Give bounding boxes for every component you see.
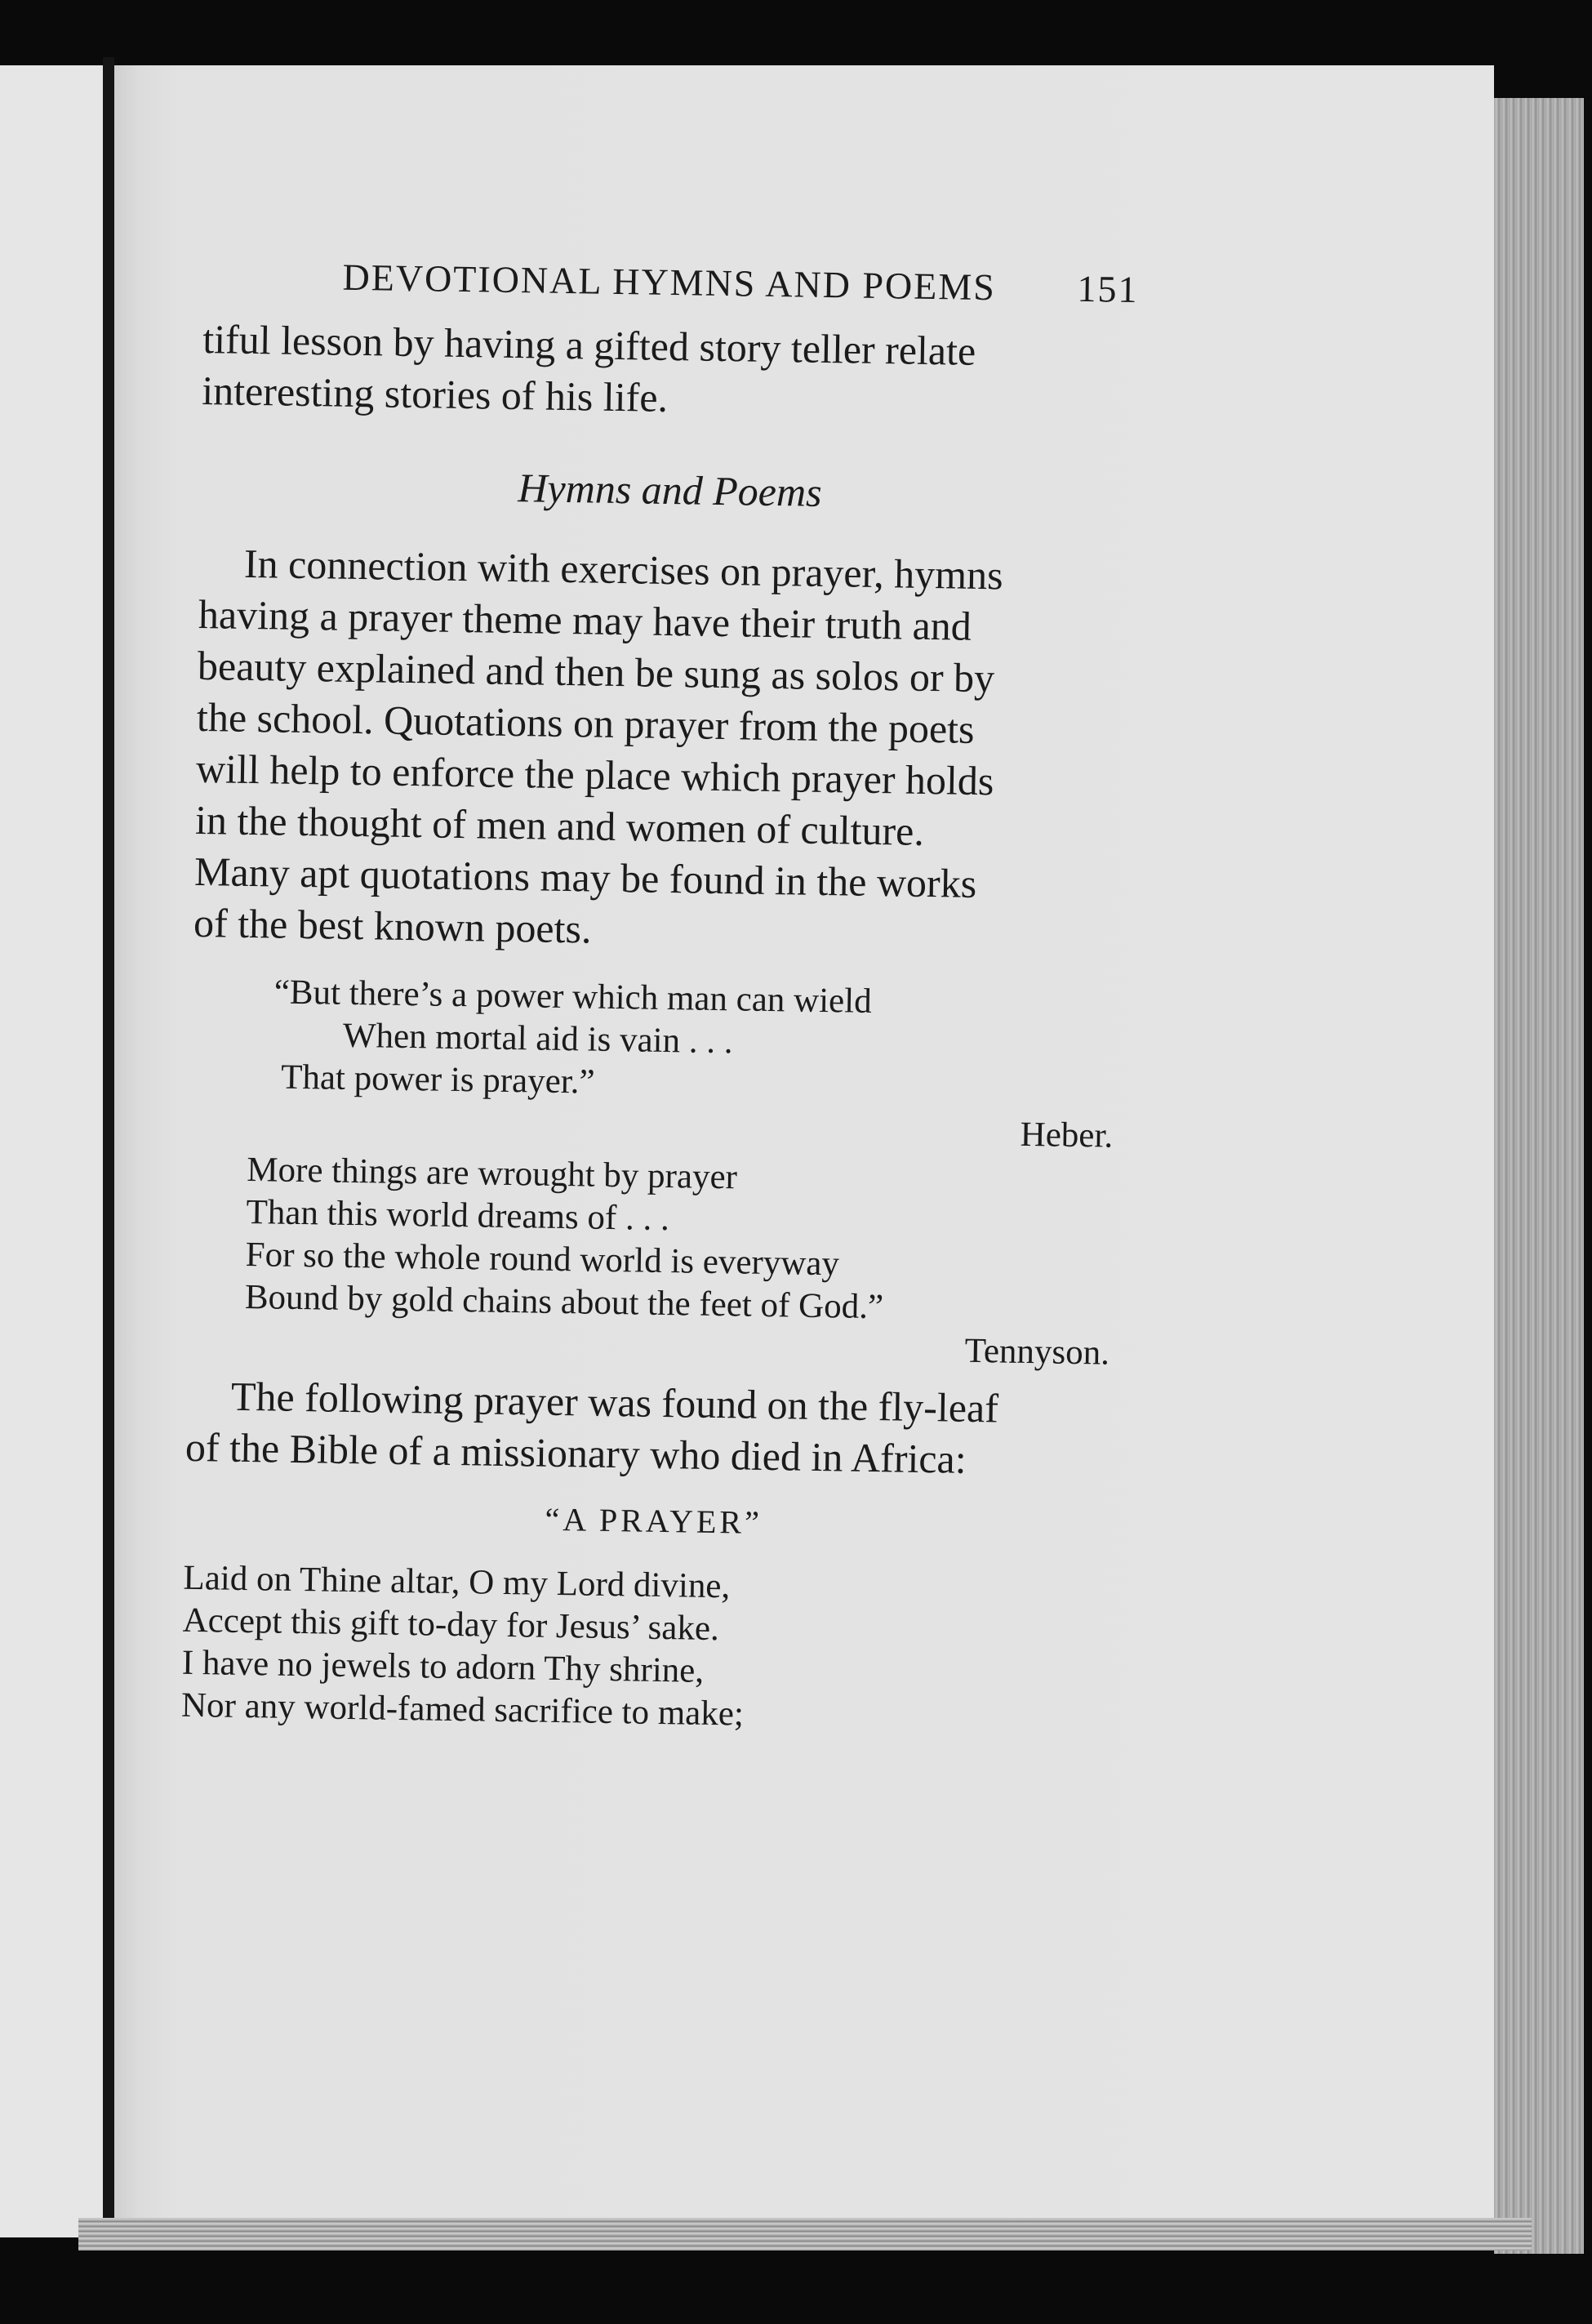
body-paragraph [193,537,1139,964]
poem-stanza [181,1557,1123,1742]
verse-line: Bound by gold chains about the feet of God.” [244,1277,884,1327]
book-gutter [103,57,114,2246]
intro-paragraph [202,314,1142,431]
verse-line: “But there’s a power which man can wield [273,973,873,1021]
text-line: having a prayer theme may have their truth and [198,590,972,649]
page-stack-edge [1494,98,1584,2254]
verse-line: I have no jewels to adorn Thy shrine, [181,1643,705,1690]
body-paragraph [185,1370,1126,1488]
text-line: Many apt quotations may be found in the works [193,848,977,906]
text-line: In connection with exercises on prayer, hymns [243,540,1004,599]
verse-line: Laid on Thine altar, O my Lord divine, [183,1558,731,1606]
page-text [181,253,1143,1742]
page-number: 151 [1077,267,1139,310]
verse-line: When mortal aid is vain . . . [342,1016,733,1062]
verse-line: Accept this gift to-day for Jesus’ sake. [182,1601,720,1649]
poem-title: “A PRAYER” [545,1500,763,1541]
text-line: in the thought of men and women of culture. [194,796,925,854]
text-line: will help to enforce the place which prayer holds [195,745,994,804]
text-line: The following prayer was found on the fly-leaf [230,1373,999,1431]
verse-line: That power is prayer.” [280,1057,595,1102]
facing-page-edge [0,65,108,2237]
page-bottom-edge [78,2218,1532,2251]
quotation-heber [191,970,1132,1112]
text-line: of the Bible of a missionary who died in Africa: [185,1423,967,1482]
text-line: tiful lesson by having a gifted story teller relate [202,315,976,374]
verse-line: Than this world dreams of . . . [246,1192,670,1239]
text-line: interesting stories of his life. [201,367,669,421]
verse-line: More things are wrought by prayer [247,1150,738,1197]
section-heading: Hymns and Poems [518,465,823,515]
quotation-tennyson [188,1148,1129,1333]
text-line: of the best known poets. [193,899,592,952]
attribution-tennyson: Tennyson. [964,1331,1110,1373]
running-title: DEVOTIONAL HYMNS AND POEMS [342,256,997,309]
verse-line: Nor any world-famed sacrifice to make; [180,1685,745,1734]
verse-line: For so the whole round world is everyway [245,1235,840,1284]
text-line: beauty explained and then be sung as solos or by [197,642,995,701]
text-line: the school. Quotations on prayer from the poets [196,693,975,752]
attribution-heber: Heber. [1020,1115,1114,1155]
